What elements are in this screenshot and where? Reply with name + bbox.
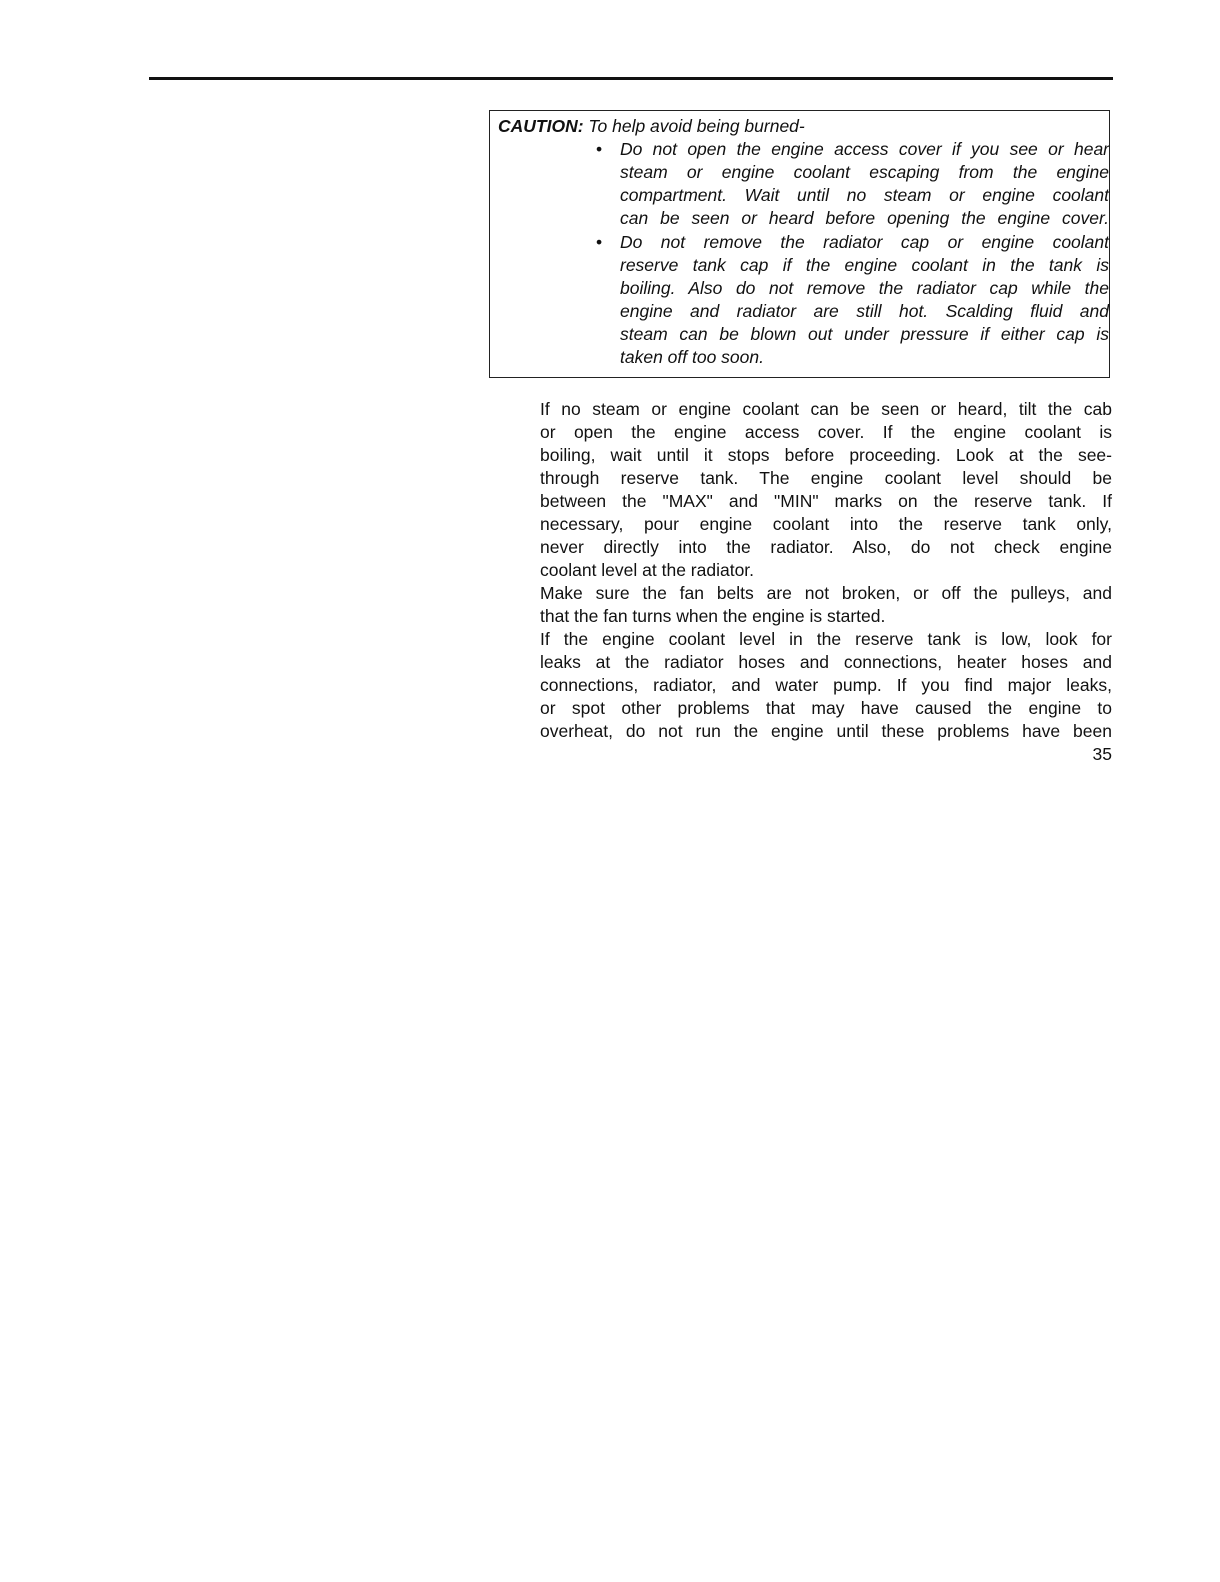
- caution-item-line: taken off too soon.: [620, 347, 764, 367]
- caution-heading: [498, 115, 805, 138]
- caution-item-line: steam or engine coolant escaping from the engine: [620, 162, 1109, 182]
- caution-item-line: Do not open the engine access cover if you see or hear: [620, 139, 1109, 159]
- body-line: or open the engine access cover. If the engine coolant is: [540, 422, 1112, 442]
- caution-item-1: [596, 138, 1109, 230]
- body-line: never directly into the radiator. Also, do not check engine: [540, 537, 1112, 557]
- caution-item-line: reserve tank cap if the engine coolant in the tank is: [620, 255, 1109, 275]
- body-line: If the engine coolant level in the reserve tank is low, look for: [540, 629, 1112, 649]
- top-rule: [149, 77, 1113, 80]
- page-number: 35: [1092, 744, 1112, 764]
- body-line: coolant level at the radiator.: [540, 560, 755, 580]
- body-line: leaks at the radiator hoses and connections, heater hoses and: [540, 652, 1112, 672]
- body-line: necessary, pour engine coolant into the reserve tank only,: [540, 514, 1112, 534]
- body-line: between the "MAX" and "MIN" marks on the reserve tank. If: [540, 491, 1112, 511]
- caution-item-2: [596, 231, 1109, 369]
- bullet-icon: •: [596, 232, 603, 252]
- body-line: overheat, do not run the engine until these problems have been: [540, 721, 1112, 741]
- body-line: Make sure the fan belts are not broken, or off the pulleys, and: [540, 583, 1112, 603]
- body-text: [540, 398, 1112, 743]
- body-line: or spot other problems that may have caused the engine to: [540, 698, 1112, 718]
- caution-item-line: engine and radiator are still hot. Scalding fluid and: [620, 301, 1109, 321]
- body-line: boiling, wait until it stops before proceeding. Look at the see-: [540, 445, 1112, 465]
- body-line: connections, radiator, and water pump. If you find major leaks,: [540, 675, 1112, 695]
- caution-item-line: steam can be blown out under pressure if either cap is: [620, 324, 1109, 344]
- caution-item-line: boiling. Also do not remove the radiator cap while the: [620, 278, 1109, 298]
- caution-item-line: can be seen or heard before opening the engine cover.: [620, 208, 1109, 228]
- caution-label: CAUTION:: [498, 116, 584, 136]
- body-line: If no steam or engine coolant can be seen or heard, tilt the cab: [540, 399, 1112, 419]
- body-line: through reserve tank. The engine coolant level should be: [540, 468, 1112, 488]
- bullet-icon: •: [596, 139, 603, 159]
- caution-item-line: Do not remove the radiator cap or engine coolant: [620, 232, 1109, 252]
- caution-item-line: compartment. Wait until no steam or engine coolant: [620, 185, 1109, 205]
- body-line: that the fan turns when the engine is started.: [540, 606, 886, 626]
- caution-box: [489, 110, 1110, 378]
- caution-intro: To help avoid being burned-: [588, 116, 805, 136]
